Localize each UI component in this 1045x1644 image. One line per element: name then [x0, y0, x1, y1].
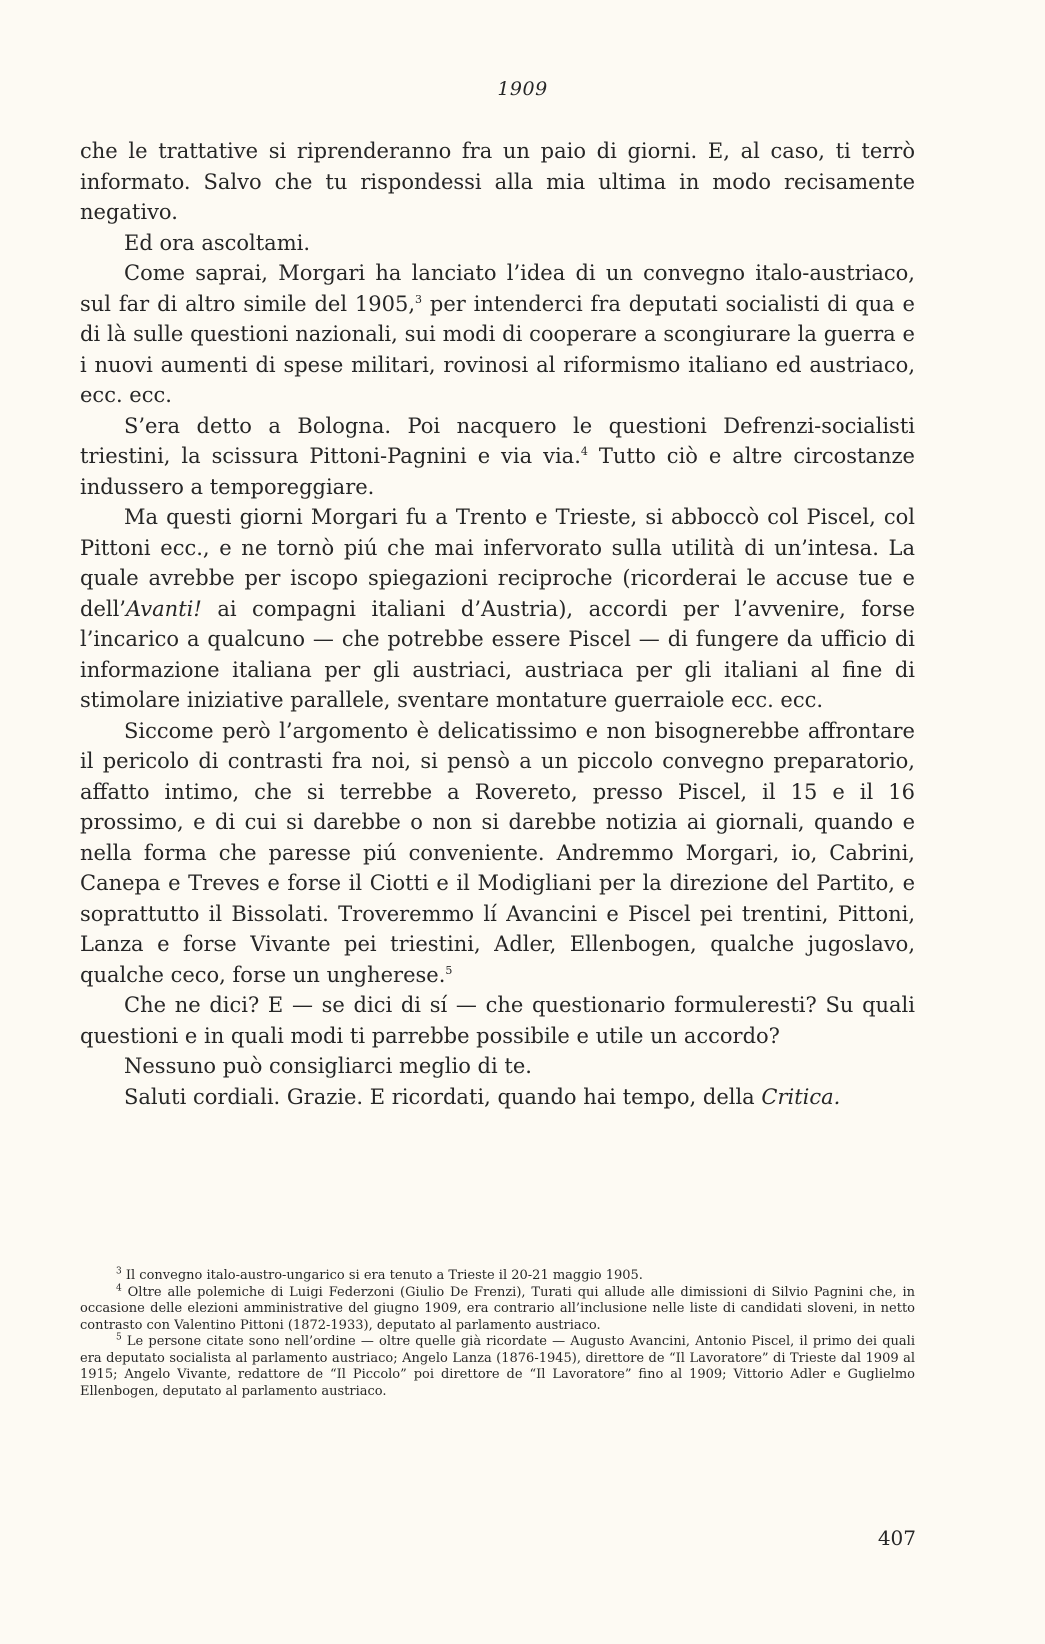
footnote-3: $^3$ Il convegno italo-austro-ungarico si era tenuto a Trieste il 20-21 maggio 1905.: [116, 1266, 643, 1283]
footnote-ref-4: 4: [580, 445, 588, 458]
footnote-5: $^5$ Le persone citate sono nell’ordine — oltre quelle già ricordate — Augusto Avancini, Antonio Piscel, il primo dei quali era deputato socialista al parlamento austriaco; Angelo Lanza (1876-1945), direttore de “Il Lavoratore” di Trieste dal 1909 al 1915; Angelo Vivante, redattore de “Il Piccolo” poi direttore de “Il Lavoratore” fino al 1909; Vittorio Adler e Guglielmo Ellenbogen, deputato al parlamento austriaco.: [80, 1332, 915, 1399]
footnote-4: $^4$ Oltre alle polemiche di Luigi Federzoni (Giulio De Frenzi), Turati qui allude alle dimissioni di Silvio Pagnini che, in occasione delle elezioni amministrative del giugno 1909, era contrario all’inclusione nelle liste di candidati sloveni, in netto contrasto con Valentino Pittoni (1872-1933), deputato al parlamento austriaco.: [80, 1283, 915, 1333]
paragraph: S’era detto a Bologna. Poi nacquero le questioni Defrenzi-socialisti triestini, la scissura Pittoni-Pagnini e via via.$^4$ Tutto ciò e altre circostanze indussero a temporeggiare.: [80, 413, 915, 499]
paragraph: Che ne dici? E — se dici di sí — che questionario formuleresti? Su quali questioni e in quali modi ti parrebbe possibile e utile un accordo?: [80, 993, 915, 1048]
paragraph-continuation: che le trattative si riprenderanno fra un paio di giorni. E, al caso, ti terrò informato. Salvo che tu rispondessi alla mia ultima in modo recisamente negativo.: [80, 139, 915, 224]
paragraph: Nessuno può consigliarci meglio di te.: [124, 1054, 532, 1078]
running-header-year: 1909: [497, 78, 548, 100]
letter-body: [80, 136, 915, 1112]
paragraph: Saluti cordiali. Grazie. E ricordati, quando hai tempo, della Critica.: [124, 1084, 841, 1109]
footnotes: [80, 1268, 915, 1400]
italic-title-critica: Critica.: [761, 1084, 841, 1109]
footnote-ref-3: 3: [415, 292, 423, 306]
page-number: 407: [877, 1526, 916, 1550]
paragraph: Ed ora ascoltami.: [124, 230, 311, 255]
paragraph: Come saprai, Morgari ha lanciato l’idea di un convegno italo-austriaco, sul far di altro simile del 1905,$^3$ per intenderci fra deputati socialisti di qua e di là sulle questioni nazionali, sui modi di cooperare a scongiurare la guerra e i nuovi aumenti di spese militari, rovinosi al riformismo italiano ed austriaco, ecc. ecc.: [80, 261, 915, 407]
paragraph: Ma questi giorni Morgari fu a Trento e Trieste, si abboccò col Piscel, col Pittoni ecc., e ne tornò piú che mai infervorato sulla utilità di un’intesa. La quale avrebbe per iscopo spiegazioni reciproche (ricorderai le accuse tue e dell’Avanti! ai compagni italiani d’Austria), accordi per l’avvenire, forse l’incarico a qualcuno — che potrebbe essere Piscel — di fungere da ufficio di informazione italiana per gli austriaci, austriaca per gli italiani al fine di stimolare iniziative parallele, sventare montature guerraiole ecc. ecc.: [80, 505, 915, 712]
footnote-ref-5: 5: [445, 963, 453, 977]
paragraph: Siccome però l’argomento è delicatissimo e non bisognerebbe affrontare il pericolo di contrasti fra noi, si pensò a un piccolo convegno preparatorio, affatto intimo, che si terrebbe a Rovereto, presso Piscel, il 15 e il 16 prossimo, e di cui si darebbe o non si darebbe notizia ai giornali, quando e nella forma che paresse piú conveniente. Andremmo Morgari, io, Cabrini, Canepa e Treves e forse il Ciotti e il Modigliani per la direzione del Partito, e soprattutto il Bissolati. Troveremmo lí Avancini e Piscel pei trentini, Pittoni, Lanza e forse Vivante pei triestini, Adler, Ellenbogen, qualche jugoslavo, qualche ceco, forse un ungherese.$^5$: [80, 718, 915, 987]
italic-title-avanti: Avanti!: [125, 596, 202, 621]
